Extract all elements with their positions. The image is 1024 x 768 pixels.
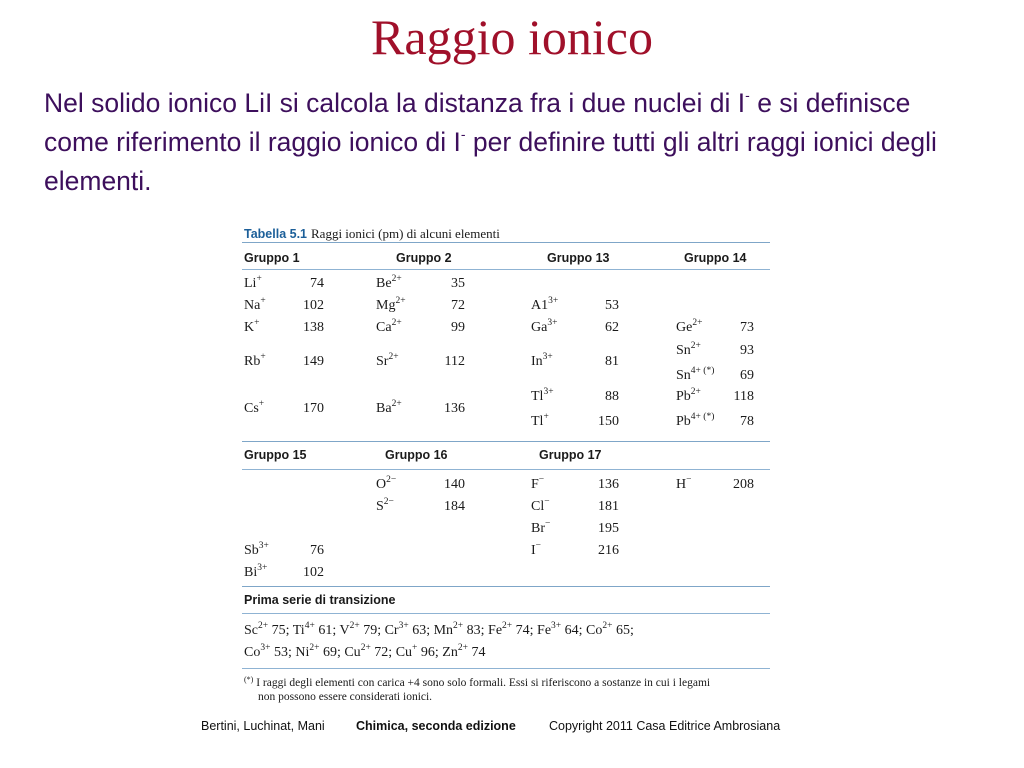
- ionic-radii-table: [242, 222, 770, 707]
- ion-cell: [244, 351, 324, 373]
- header-gruppo-15: Gruppo 15: [244, 448, 307, 462]
- table-caption: [244, 226, 500, 242]
- ion-charge: 2+: [502, 621, 513, 631]
- ion-radius-value: 136: [598, 477, 619, 492]
- ion-radius-value: 35: [451, 276, 465, 291]
- ion-charge: 2+: [258, 621, 269, 631]
- ion-symbol: $Sn^{4+ (*)}$: [676, 366, 715, 383]
- ion-symbol: Br−: [531, 519, 551, 536]
- ion-charge: 3+: [547, 318, 558, 328]
- ion-radius-value: 216: [598, 543, 619, 558]
- ion-symbol: Rb+: [244, 352, 266, 369]
- charge-superscript: -: [460, 126, 466, 142]
- ion-symbol: Na+: [244, 296, 266, 313]
- ion-cell: [531, 317, 619, 339]
- ion-charge: 2+: [391, 274, 402, 284]
- ion-charge: 3+: [542, 352, 553, 362]
- ion-cell: [676, 365, 754, 387]
- ion-cell: [531, 351, 619, 373]
- ion-charge: 2+: [690, 341, 701, 351]
- table-rule: [242, 668, 770, 669]
- ion-cell: [676, 386, 754, 408]
- ion-symbol: $Ba^{2+}$: [376, 399, 402, 416]
- ion-radius-value: 93: [740, 343, 754, 358]
- ion-symbol: $Pb^{2+}$: [676, 387, 701, 404]
- ion-symbol: Cs+: [244, 399, 265, 416]
- ion-symbol: I−: [531, 541, 542, 558]
- ion-charge: −: [545, 519, 551, 529]
- ion-symbol: Tl+: [531, 412, 549, 429]
- ion-charge: −: [535, 541, 542, 551]
- charge-superscript: -: [745, 87, 750, 103]
- ion-radius-value: 78: [740, 414, 754, 429]
- ion-charge: 4+ (*): [690, 366, 715, 376]
- ion-charge: 3+: [257, 563, 268, 573]
- ion-cell: [376, 398, 465, 420]
- ion-cell: [676, 340, 754, 362]
- ion-cell: [376, 295, 465, 317]
- ion-symbol: K+: [244, 318, 260, 335]
- ion-charge: 2+: [391, 318, 402, 328]
- ion-cell: [244, 562, 324, 584]
- ion-symbol: $Pb^{4+ (*)}$: [676, 412, 715, 429]
- ion-cell: [244, 398, 324, 420]
- ion-charge: 2−: [386, 475, 397, 485]
- ion-charge: +: [254, 318, 260, 328]
- ion-charge: −: [686, 475, 692, 485]
- ion-radius-value: 138: [303, 320, 324, 335]
- ion-charge: −: [538, 475, 545, 485]
- ion-radius-value: 88: [605, 389, 619, 404]
- table-rule: [242, 269, 770, 270]
- ion-cell: [676, 317, 754, 339]
- ion-charge: 3+: [260, 643, 271, 653]
- ion-charge: +: [412, 643, 418, 653]
- ion-radius-value: 69: [740, 368, 754, 383]
- credits-book: Chimica, seconda edizione: [356, 719, 516, 733]
- ion-radius-value: 208: [733, 477, 754, 492]
- ion-symbol: $Sr^{2+}$: [376, 352, 399, 369]
- ion-charge: 2+: [349, 621, 360, 631]
- ion-radius-value: 72: [451, 298, 465, 313]
- ion-cell: [531, 386, 619, 408]
- ion-cell: [376, 273, 465, 295]
- ion-radius-value: 195: [598, 521, 619, 536]
- ion-charge: 2+: [388, 352, 399, 362]
- ion-cell: [531, 474, 619, 496]
- slide-title: Raggio ionico: [371, 9, 653, 65]
- ion-radius-value: 140: [444, 477, 465, 492]
- ion-radius-value: 150: [598, 414, 619, 429]
- ion-charge: 2+: [453, 621, 464, 631]
- table-rule: [242, 586, 770, 587]
- header-transition-series: Prima serie di transizione: [244, 593, 396, 607]
- ion-cell: [244, 540, 324, 562]
- ion-charge: 3+: [398, 621, 409, 631]
- ion-symbol: Li+: [244, 274, 262, 291]
- transition-line-1: $Sc^{2+}$ 75; $Ti^{4+}$ 61; $V^{2+}$ 79; $Cr^{3+}$ 63; $Mn^{2+}$ 83; $Fe^{2+}$ 74; $Fe^{3+}$ 64; $Co^{2+}$ 65;: [244, 621, 634, 638]
- ion-radius-value: 136: [444, 401, 465, 416]
- ion-charge: 2+: [395, 296, 406, 306]
- ion-cell: [376, 317, 465, 339]
- ion-cell: [244, 273, 324, 295]
- ion-charge: 2−: [383, 497, 394, 507]
- table-caption-text: Raggi ionici (pm) di alcuni elementi: [311, 226, 500, 241]
- credits-bar: [0, 719, 1024, 737]
- table-rule: [242, 613, 770, 614]
- ion-symbol: $Ge^{2+}$: [676, 318, 703, 335]
- ion-radius-value: 76: [310, 543, 324, 558]
- table-rule: [242, 242, 770, 243]
- ion-radius-value: 74: [310, 276, 324, 291]
- ion-symbol: $Ga^{3+}$: [531, 318, 558, 335]
- ion-symbol: $Bi^{3+}$: [244, 563, 268, 580]
- ion-symbol: Cl−: [531, 497, 550, 514]
- footnote-line-2: non possono essere considerati ionici.: [258, 691, 433, 703]
- header-gruppo-13: Gruppo 13: [547, 251, 610, 265]
- intro-text: per definire tutti gli altri raggi ionici degli elementi.: [44, 127, 937, 196]
- ion-cell: [531, 540, 619, 562]
- ion-cell: [676, 411, 754, 433]
- intro-text: e si definisce come riferimento il raggio ionico di I: [44, 88, 911, 157]
- ion-charge: +: [543, 412, 549, 422]
- ion-charge: 3+: [548, 296, 559, 306]
- ion-charge: 2+: [391, 399, 402, 409]
- ion-charge: −: [544, 497, 550, 507]
- ion-charge: 4+: [304, 621, 315, 631]
- ion-radius-value: 102: [303, 298, 324, 313]
- ion-charge: +: [258, 399, 265, 409]
- ion-cell: [531, 295, 619, 317]
- ion-radius-value: 73: [740, 320, 754, 335]
- table-rule: [242, 469, 770, 470]
- ion-radius-value: 181: [598, 499, 619, 514]
- ion-symbol: $S^{2-}$: [376, 497, 394, 514]
- ion-charge: +: [260, 352, 266, 362]
- table-caption-label: Tabella 5.1: [244, 227, 307, 241]
- ion-charge: 2+: [690, 387, 701, 397]
- ion-charge: 2+: [457, 643, 468, 653]
- footnote-mark: (*): [244, 675, 254, 684]
- header-gruppo-14: Gruppo 14: [684, 251, 747, 265]
- table-footnote: [244, 676, 768, 704]
- ion-symbol: $Be^{2+}$: [376, 274, 402, 291]
- ion-charge: +: [256, 274, 262, 284]
- ion-cell: [244, 317, 324, 339]
- ion-symbol: $Sn^{2+}$: [676, 341, 701, 358]
- ion-radius-value: 53: [605, 298, 619, 313]
- ion-symbol: $Tl^{3+}$: [531, 387, 554, 404]
- ion-symbol: $Sb^{3+}$: [244, 541, 269, 558]
- table-rule: [242, 441, 770, 442]
- header-gruppo-17: Gruppo 17: [539, 448, 602, 462]
- credits-copyright: Copyright 2011 Casa Editrice Ambrosiana: [549, 719, 781, 733]
- header-gruppo-1: Gruppo 1: [244, 251, 300, 265]
- ion-charge: 2+: [692, 318, 703, 328]
- ion-symbol: $Mg^{2+}$: [376, 296, 406, 313]
- ion-cell: [531, 496, 619, 518]
- transition-line-2: $Co^{3+}$ 53; $Ni^{2+}$ 69; $Cu^{2+}$ 72; Cu+ 96; $Zn^{2+}$ 74: [244, 643, 486, 660]
- footnote-line-1: I raggi degli elementi con carica +4 sono solo formali. Essi si riferiscono a sostanze in cui i legami: [253, 677, 711, 689]
- ion-cell: [531, 411, 619, 433]
- ion-radius-value: 81: [605, 354, 619, 369]
- ion-radius-value: 99: [451, 320, 465, 335]
- ion-radius-value: 112: [444, 354, 465, 369]
- ion-symbol: $O^{2-}$: [376, 475, 397, 492]
- ion-cell: [676, 474, 754, 496]
- ion-radius-value: 184: [444, 499, 465, 514]
- intro-text: Nel solido ionico LiI si calcola la distanza fra i due nuclei di I: [44, 88, 746, 118]
- ion-charge: 2+: [309, 643, 320, 653]
- header-gruppo-16: Gruppo 16: [385, 448, 448, 462]
- ion-cell: [376, 496, 465, 518]
- ion-charge: 2+: [602, 621, 613, 631]
- ion-cell: [376, 474, 465, 496]
- ion-cell: [244, 295, 324, 317]
- ion-symbol: H−: [676, 475, 692, 492]
- ion-radius-value: 149: [303, 354, 324, 369]
- header-gruppo-2: Gruppo 2: [396, 251, 452, 265]
- ion-radius-value: 170: [303, 401, 324, 416]
- ion-radius-value: 62: [605, 320, 619, 335]
- ion-cell: [531, 518, 619, 540]
- credits-authors: Bertini, Luchinat, Mani: [201, 719, 325, 733]
- intro-paragraph: [44, 84, 974, 201]
- ion-charge: 4+ (*): [690, 412, 715, 422]
- ion-charge: 2+: [360, 643, 371, 653]
- ion-charge: 3+: [551, 621, 562, 631]
- ion-radius-value: 102: [303, 565, 324, 580]
- ion-cell: [376, 351, 465, 373]
- ion-symbol: $Ca^{2+}$: [376, 318, 402, 335]
- ion-charge: 3+: [258, 541, 269, 551]
- ion-symbol: F−: [531, 475, 545, 492]
- ion-radius-value: 118: [733, 389, 754, 404]
- ion-charge: +: [260, 296, 266, 306]
- ion-symbol: $In^{3+}$: [531, 352, 553, 369]
- ion-symbol: $A1^{3+}$: [531, 296, 559, 313]
- ion-charge: 3+: [543, 387, 554, 397]
